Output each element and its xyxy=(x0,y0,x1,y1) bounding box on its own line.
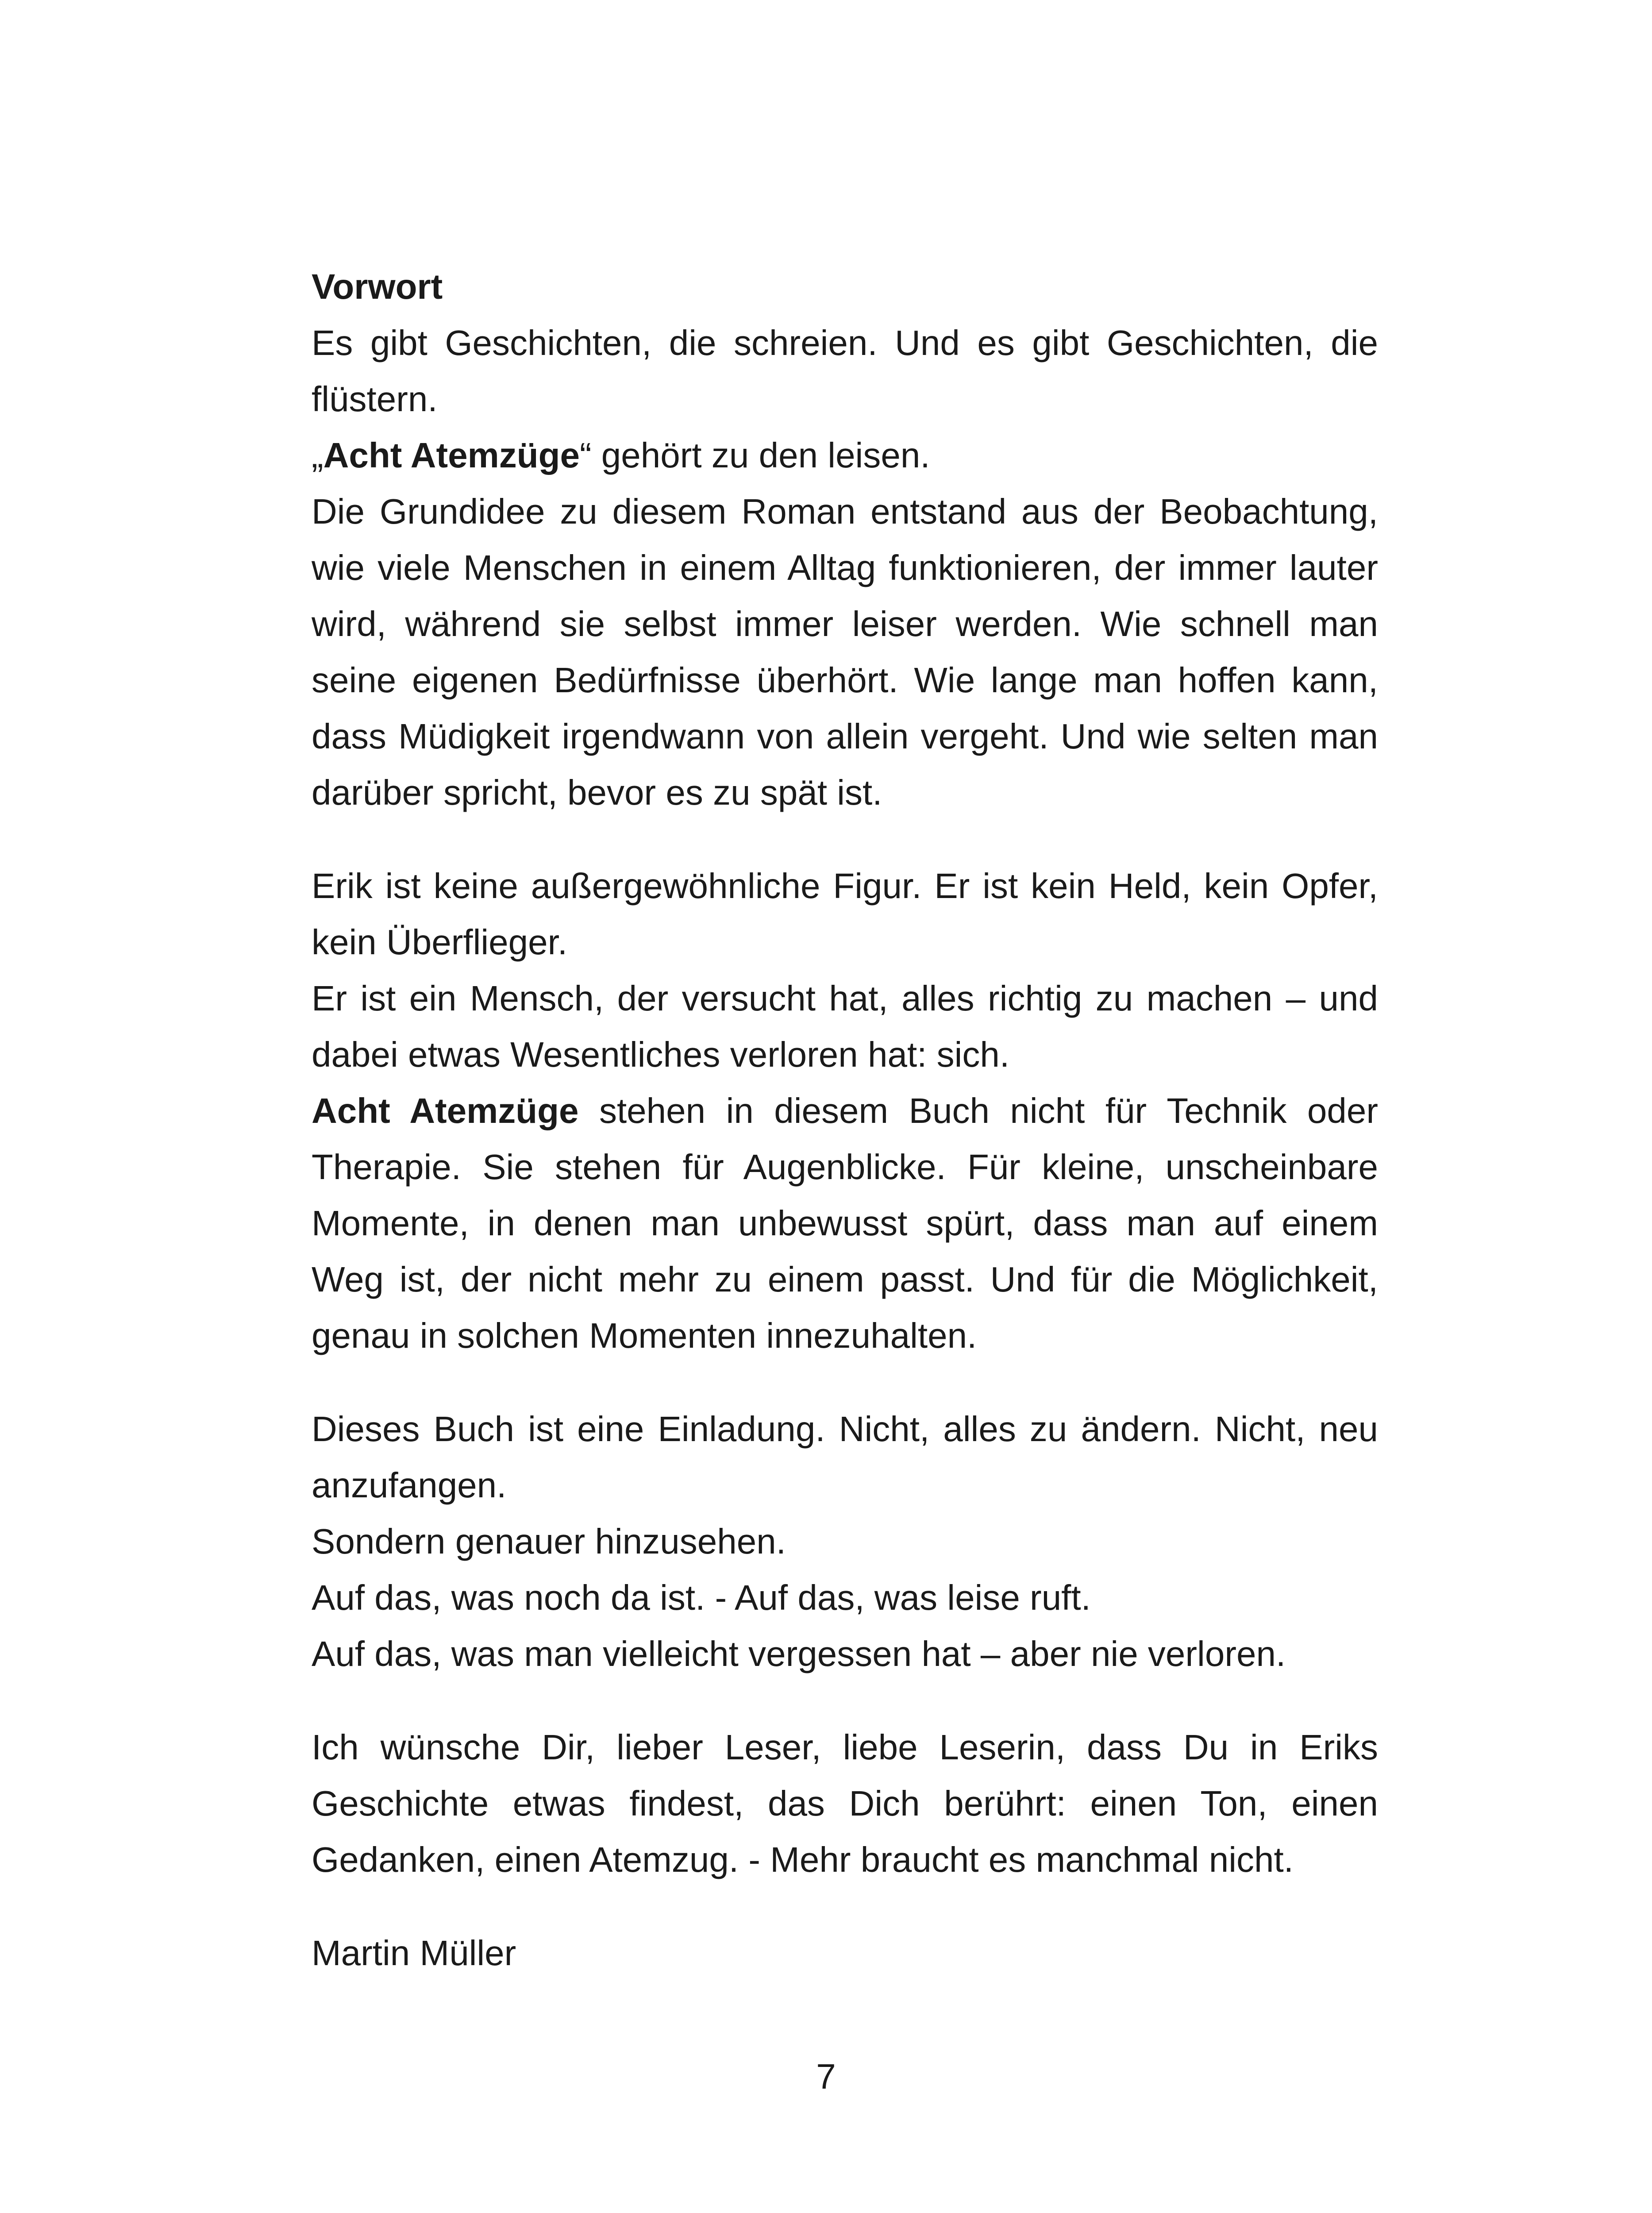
author-signature: Martin Müller xyxy=(312,1933,516,1973)
book-title-bold: Acht Atemzüge xyxy=(323,436,580,475)
section-heading: Vorwort xyxy=(312,267,443,306)
paragraph-1-line-2-rest: “ gehört zu den leisen. xyxy=(579,436,930,475)
paragraph-2-line-2: Er ist ein Mensch, der versucht hat, alles richtig zu machen – und dabei etwas Wesentliches verloren hat: sich. xyxy=(312,979,1378,1074)
book-title-bold: Acht Atemzüge xyxy=(312,1091,579,1130)
page-content xyxy=(312,258,1378,1981)
paragraph-1-line-3: Die Grundidee zu diesem Roman entstand aus der Beobachtung, wie viele Menschen in einem Alltag funktionieren, der immer lauter wird, während sie selbst immer leiser werden. Wie schnell man seine eigenen Bedürfnisse überhört. Wie lange man hoffen kann, dass Müdigkeit irgendwann von allein vergeht. Und wie selten man darüber spricht, bevor es zu spät ist. xyxy=(312,492,1378,812)
paragraph-3-line-2: Sondern genauer hinzusehen. xyxy=(312,1522,786,1561)
page-number: 7 xyxy=(816,2057,836,2096)
paragraph-4-line-1: Ich wünsche Dir, lieber Leser, liebe Leserin, dass Du in Eriks Geschichte etwas findest, das Dich berührt: einen Ton, einen Gedanken, einen Atemzug. - Mehr braucht es manchmal nicht. xyxy=(312,1727,1378,1879)
paragraph-3-line-3: Auf das, was noch da ist. - Auf das, was leise ruft. xyxy=(312,1578,1091,1617)
paragraph-3-line-4: Auf das, was man vielleicht vergessen hat – aber nie verloren. xyxy=(312,1634,1286,1673)
paragraph-gap xyxy=(312,821,1378,858)
paragraph-3-line-1: Dieses Buch ist eine Einladung. Nicht, alles zu ändern. Nicht, neu anzufangen. xyxy=(312,1409,1378,1505)
paragraph-2-line-3 xyxy=(312,1083,1378,1364)
paragraph-1-line-2 xyxy=(312,427,1378,483)
paragraph-2-line-1: Erik ist keine außergewöhnliche Figur. Er ist kein Held, kein Opfer, kein Überflieger. xyxy=(312,866,1378,962)
signature-block xyxy=(312,1925,1378,1981)
paragraph-1-line-1: Es gibt Geschichten, die schreien. Und es gibt Geschichten, die flüstern. xyxy=(312,323,1378,419)
paragraph-gap xyxy=(312,1682,1378,1719)
quote-open: „ xyxy=(312,436,323,475)
paragraph-2-line-3-rest: stehen in diesem Buch nicht für Technik oder Therapie. Sie stehen für Augenblicke. Für kleine, unscheinbare Momente, in denen man unbewusst spürt, dass man auf einem Weg ist, der nicht mehr zu einem passt. Und für die Möglichkeit, genau in solchen Momenten innezuhalten. xyxy=(312,1091,1378,1355)
paragraph-gap xyxy=(312,1364,1378,1401)
